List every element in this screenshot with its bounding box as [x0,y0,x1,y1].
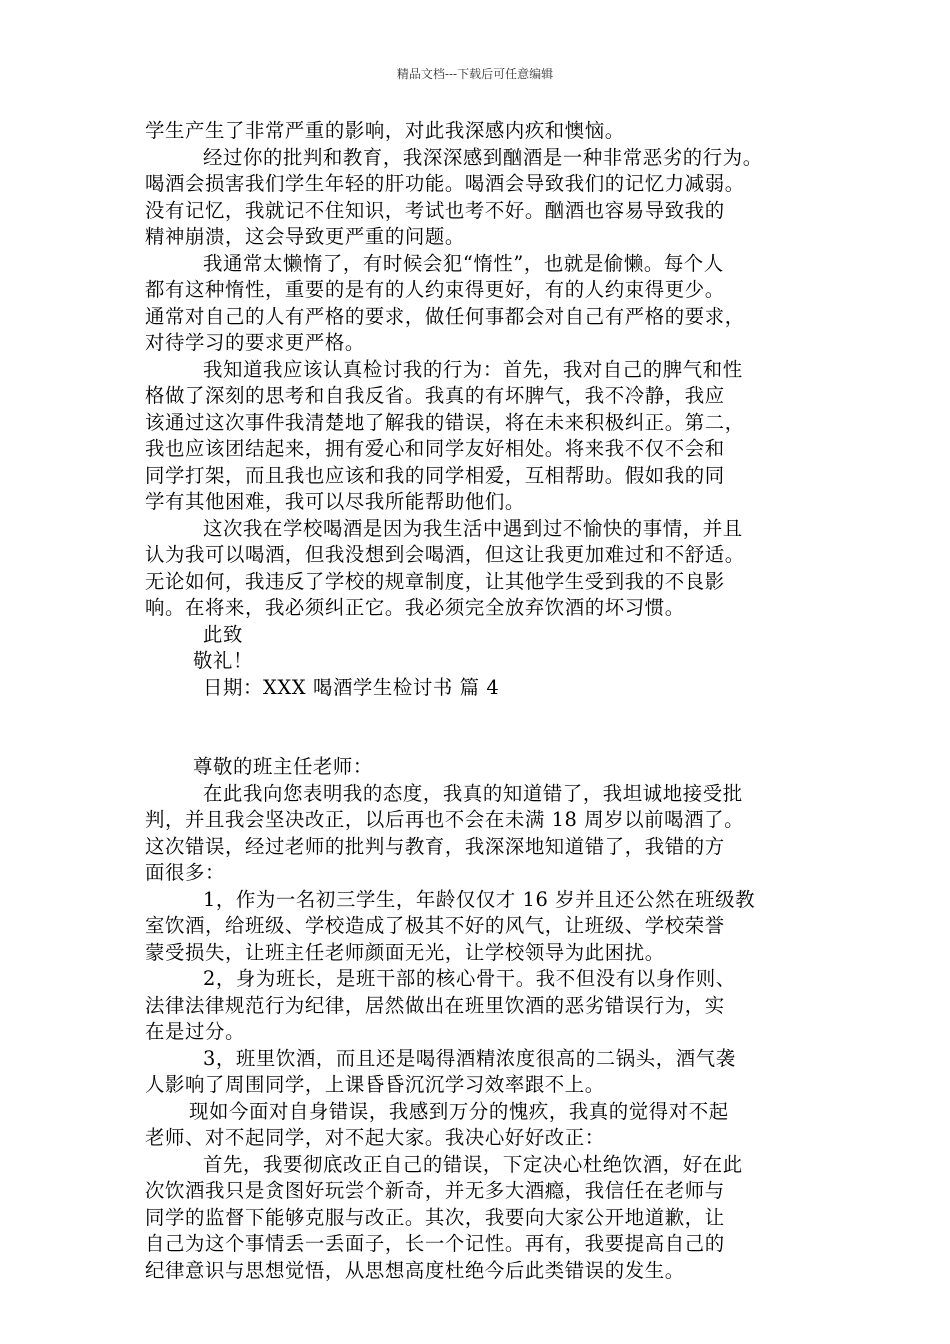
text-line: 老师、对不起同学，对不起大家。我决心好好改正： [145,1126,605,1149]
paragraph-start: 这次我在学校喝酒是因为我生活中遇到过不愉快的事情，并且 [203,516,743,540]
text-line: 室饮酒，给班级、学校造成了极其不好的风气，让班级、学校荣誉 [145,914,725,937]
page-header: 精品文档---下载后可任意编辑 [396,67,554,81]
text-line: 该通过这次事件我清楚地了解我的错误，将在未来积极纠正。第二， [145,410,745,434]
paragraph-start: 首先，我要彻底改正自己的错误，下定决心杜绝饮酒，好在此 [203,1152,743,1176]
closing-regards: 敬礼！ [193,649,253,672]
text-line: 无论如何，我违反了学校的规章制度，让其他学生受到我的不良影 [145,569,725,593]
closing-salutation: 此致 [203,622,243,646]
paragraph-start: 现如今面对自身错误，我感到万分的愧疚，我真的觉得对不起 [189,1099,729,1123]
paragraph-start: 我通常太懒惰了，有时候会犯“惰性”，也就是偷懒。每个人 [203,251,724,275]
text-line: 学有其他困难，我可以尽我所能帮助他们。 [145,490,525,513]
list-item-start: 3，班里饮酒，而且还是喝得酒精浓度很高的二锅头，酒气袭 [203,1046,736,1070]
section-spacer [145,701,835,754]
letter-greeting: 尊敬的班主任老师： [193,755,373,778]
text-line: 格做了深刻的思考和自我反省。我真的有坏脾气，我不冷静，我应 [145,384,725,407]
paragraph-start: 经过你的批判和教育，我深深感到酗酒是一种非常恶劣的行为。 [203,145,763,169]
text-line: 精神崩溃，这会导致更严重的问题。 [145,225,465,248]
text-line: 纪律意识与思想觉悟，从思想高度杜绝今后此类错误的发生。 [145,1258,685,1282]
text-line: 次饮酒我只是贪图好玩尝个新奇，并无多大酒瘾，我信任在老师与 [145,1179,725,1202]
part1-section [145,118,835,701]
text-line: 都有这种惰性，重要的是有的人约束得更好，有的人约束得更少。 [145,278,725,301]
text-line: 面很多： [145,861,225,884]
text-line: 认为我可以喝酒，但我没想到会喝酒，但这让我更加难过和不舒适。 [145,543,745,566]
text-line: 在是过分。 [145,1020,245,1043]
list-item-start: 2，身为班长，是班干部的核心骨干。我不但没有以身作则、 [203,967,736,990]
text-line: 人影响了周围同学，上课昏昏沉沉学习效率跟不上。 [145,1073,605,1096]
text-line: 判，并且我会坚决改正，以后再也不会在未满 18 周岁以前喝酒了。 [145,808,745,831]
text-line: 法律法律规范行为纪律，居然做出在班里饮酒的恶劣错误行为，实 [145,993,725,1017]
text-line: 同学打架，而且我也应该和我的同学相爱，互相帮助。假如我的同 [145,463,725,487]
paragraph-start: 我知道我应该认真检讨我的行为：首先，我对自己的脾气和性 [203,357,743,381]
text-line: 没有记忆，我就记不住知识，考试也考不好。酗酒也容易导致我的 [145,198,725,222]
text-line: 这次错误，经过老师的批判与教育，我深深地知道错了，我错的方 [145,834,725,858]
text-line: 蒙受损失，让班主任老师颜面无光，让学校领导为此困扰。 [145,940,665,964]
text-line: 喝酒会损害我们学生年轻的肝功能。喝酒会导致我们的记忆力减弱。 [145,172,745,195]
part2-section [145,754,835,1284]
document-body [145,118,835,1284]
paragraph-start: 在此我向您表明我的态度，我真的知道错了，我坦诚地接受批 [203,781,743,805]
text-line: 同学的监督下能够克服与改正。其次，我要向大家公开地道歉，让 [145,1205,725,1229]
text-line: 对待学习的要求更严格。 [145,331,365,354]
list-item-start: 1，作为一名初三学生，年龄仅仅才 16 岁并且还公然在班级教 [203,887,756,911]
text-line: 通常对自己的人有严格的要求，做任何事都会对自己有严格的要求， [145,304,745,328]
date-line: 日期：XXX 喝酒学生检讨书 篇 4 [203,675,500,699]
text-line: 响。在将来，我必须纠正它。我必须完全放弃饮酒的坏习惯。 [145,596,685,619]
text-line: 自己为这个事情丢一丢面子，长一个记性。再有，我要提高自己的 [145,1232,725,1255]
text-line: 我也应该团结起来，拥有爱心和同学友好相处。将来我不仅不会和 [145,437,725,460]
text-line: 学生产生了非常严重的影响，对此我深感内疚和懊恼。 [145,119,625,142]
